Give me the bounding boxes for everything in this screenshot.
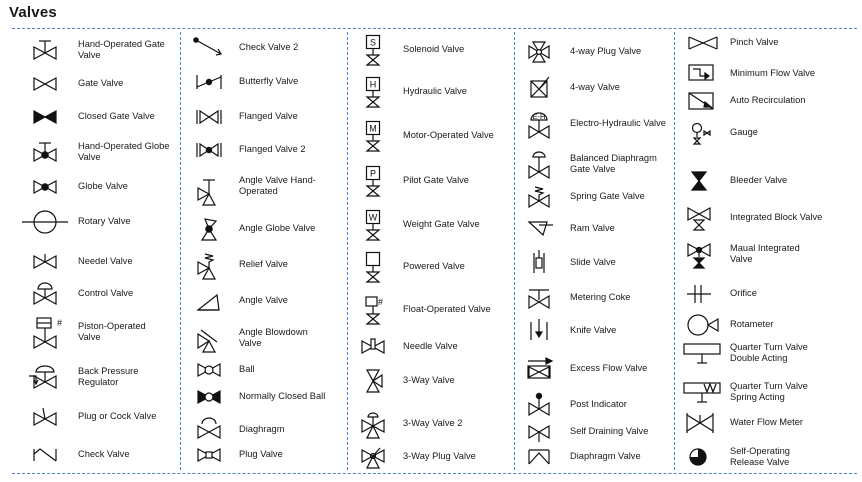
valve-label: Bleeder Valve [730, 175, 788, 185]
three-way-plug-valve-icon [354, 440, 400, 474]
needle-valve-icon [354, 330, 400, 364]
diaphragm-valve-2-icon [520, 440, 566, 474]
quarter-turn-valve-double-acting-icon [680, 336, 726, 370]
metering-coke-icon [520, 281, 566, 315]
knife-valve-icon [520, 314, 566, 348]
check-valve-icon [22, 438, 68, 472]
hand-operated-gate-valve-icon [22, 33, 68, 67]
valve-item [186, 100, 341, 134]
valve-label: Metering Coke [570, 292, 631, 302]
valve-item [186, 284, 341, 318]
valve-label: Float-Operated Valve [403, 304, 491, 314]
valve-label: Electro-Hydraulic Valve [570, 118, 666, 128]
valve-item [520, 246, 675, 280]
valve-item [354, 164, 509, 198]
four-way-valve-icon [520, 71, 566, 105]
valve-label: Rotameter [730, 319, 774, 329]
valve-item [354, 364, 509, 398]
valve-label: Balanced Diaphragm Gate Valve [570, 152, 657, 174]
valve-label: Needle Valve [403, 341, 458, 351]
flanged-valve-icon [186, 100, 232, 134]
powered-valve-icon [354, 250, 400, 284]
column-divider [180, 32, 181, 470]
angle-valve-hand-operated-icon [186, 169, 232, 203]
svg-text:E-H: E-H [532, 112, 546, 121]
valve-item [680, 116, 835, 150]
valve-item [186, 65, 341, 99]
plug-or-cock-valve-icon [22, 400, 68, 434]
integrated-block-valve-icon [680, 201, 726, 235]
valve-label: Slide Valve [570, 257, 616, 267]
slide-valve-icon [520, 246, 566, 280]
valve-label: Check Valve [78, 449, 130, 459]
valve-label: Diaphragm Valve [570, 451, 641, 461]
valve-label: Angle Blowdown Valve [239, 326, 308, 348]
valve-item [680, 26, 835, 60]
valve-item [22, 315, 177, 349]
valve-label: 4-way Plug Valve [570, 46, 642, 56]
balanced-diaphragm-gate-valve-icon [520, 147, 566, 181]
valve-label: Plug or Cock Valve [78, 411, 157, 421]
valve-item [22, 67, 177, 101]
valve-item [22, 135, 177, 169]
valve-label: Pilot Gate Valve [403, 175, 469, 185]
valve-label: Pinch Valve [730, 37, 779, 47]
valve-item [520, 352, 675, 386]
valve-item [186, 133, 341, 167]
valve-item [22, 170, 177, 204]
valve-label: Globe Valve [78, 181, 128, 191]
valve-column [22, 31, 172, 471]
valve-item [680, 237, 835, 271]
angle-globe-valve-icon [186, 212, 232, 246]
valve-label: Auto Recirculation [730, 95, 806, 105]
needel-valve-icon [22, 245, 68, 279]
valve-label: Relief Valve [239, 259, 288, 269]
valve-label: Plug Valve [239, 449, 283, 459]
valve-item [520, 212, 675, 246]
valve-item [22, 33, 177, 67]
valve-item [354, 293, 509, 327]
valve-item [520, 107, 675, 141]
quarter-turn-valve-spring-acting-icon [680, 375, 726, 409]
valve-item [680, 277, 835, 311]
valve-item [22, 277, 177, 311]
valve-label: Integrated Block Valve [730, 212, 823, 222]
valve-label: Quarter Turn Valve Spring Acting [730, 380, 808, 402]
four-way-plug-valve-icon [520, 35, 566, 69]
valve-label: Hand-Operated Globe Valve [78, 140, 170, 162]
angle-valve-icon [186, 284, 232, 318]
valve-label: Diaghragm [239, 424, 285, 434]
self-operating-release-valve-icon [680, 440, 726, 474]
solenoid-valve-icon [354, 33, 400, 67]
closed-gate-valve-icon [22, 100, 68, 134]
gate-valve-icon [22, 67, 68, 101]
float-operated-valve-icon [354, 293, 400, 327]
valve-label: Self Draining Valve [570, 426, 649, 436]
svg-text:M: M [369, 123, 377, 134]
valve-item [520, 35, 675, 69]
valve-item [22, 245, 177, 279]
valve-item [354, 208, 509, 242]
gauge-icon [680, 116, 726, 150]
valve-label: Excess Flow Valve [570, 363, 648, 373]
valve-label: Post Indicator [570, 399, 627, 409]
valve-label: Gate Valve [78, 78, 124, 88]
control-valve-icon [22, 277, 68, 311]
svg-text:#: # [57, 318, 63, 328]
valve-item [22, 360, 177, 394]
valve-item [520, 281, 675, 315]
valve-item [520, 71, 675, 105]
page-title: Valves [9, 4, 57, 21]
back-pressure-regulator-icon [22, 360, 68, 394]
plug-valve-icon [186, 438, 232, 472]
valve-item [680, 406, 835, 440]
three-way-valve-icon [354, 364, 400, 398]
valve-item [520, 180, 675, 214]
valve-label: Normally Closed Ball [239, 391, 326, 401]
manual-integrated-valve-icon [680, 237, 726, 271]
valve-label: Needel Valve [78, 256, 133, 266]
valve-label: Solenoid Valve [403, 44, 465, 54]
valve-label: Quarter Turn Valve Double Acting [730, 341, 808, 363]
valve-item [354, 119, 509, 153]
svg-text:W: W [368, 212, 378, 223]
weight-gate-valve-icon [354, 208, 400, 242]
valve-item [186, 169, 341, 203]
spring-gate-valve-icon [520, 180, 566, 214]
valve-label: Maual Integrated Valve [730, 242, 800, 264]
valve-label: Powered Valve [403, 261, 465, 271]
valve-column [680, 31, 830, 471]
hand-operated-globe-valve-icon [22, 135, 68, 169]
valve-label: Weight Gate Valve [403, 219, 480, 229]
valve-item [354, 250, 509, 284]
valve-item [186, 321, 341, 355]
valve-label: Piston-Operated Valve [78, 320, 146, 342]
pinch-valve-icon [680, 26, 726, 60]
valve-item [354, 330, 509, 364]
valve-item [354, 75, 509, 109]
excess-flow-valve-icon [520, 352, 566, 386]
valve-label: Angle Valve Hand-Operated [239, 174, 316, 196]
butterfly-valve-icon [186, 65, 232, 99]
valve-label: 3-Way Plug Valve [403, 451, 476, 461]
rotary-valve-icon [22, 205, 68, 239]
valve-label: Angle Globe Valve [239, 223, 316, 233]
valve-item [680, 201, 835, 235]
valve-item [186, 438, 341, 472]
valve-label: Flanged Valve 2 [239, 144, 306, 154]
valve-item [680, 164, 835, 198]
valve-item [22, 205, 177, 239]
valve-label: Self-Operating Release Valve [730, 445, 790, 467]
valve-column [520, 31, 670, 471]
globe-valve-icon [22, 170, 68, 204]
valve-column [186, 31, 336, 471]
valve-item [680, 440, 835, 474]
valve-label: Minimum Flow Valve [730, 68, 816, 78]
valve-label: Closed Gate Valve [78, 111, 155, 121]
valve-item [520, 147, 675, 181]
valve-label: Orifice [730, 288, 757, 298]
pilot-gate-valve-icon [354, 164, 400, 198]
valve-item [22, 400, 177, 434]
normally-closed-ball-valve-icon [186, 380, 232, 414]
svg-text:S: S [369, 37, 377, 48]
hydraulic-valve-icon [354, 75, 400, 109]
valve-label: Hydraulic Valve [403, 86, 467, 96]
valve-label: Ball [239, 364, 255, 374]
valve-label: Gauge [730, 127, 758, 137]
valve-label: Check Valve 2 [239, 42, 299, 52]
relief-valve-icon [186, 248, 232, 282]
check-valve-2-icon [186, 31, 232, 65]
valve-item [186, 380, 341, 414]
svg-text:P: P [369, 168, 377, 179]
valve-label: 3-Way Valve 2 [403, 418, 463, 428]
column-divider [347, 32, 348, 470]
valve-label: Ram Valve [570, 223, 615, 233]
ram-valve-icon [520, 212, 566, 246]
motor-operated-valve-icon [354, 119, 400, 153]
valve-label: 3-Way Valve [403, 375, 455, 385]
bleeder-valve-icon [680, 164, 726, 198]
valve-label: Back Pressure Regulator [78, 365, 139, 387]
orifice-icon [680, 277, 726, 311]
valve-item [520, 440, 675, 474]
valve-item [22, 438, 177, 472]
valve-item [22, 100, 177, 134]
valve-item [354, 33, 509, 67]
valve-item [680, 336, 835, 370]
valve-item [680, 375, 835, 409]
valve-label: Spring Gate Valve [570, 191, 645, 201]
valve-label: Knife Valve [570, 325, 617, 335]
svg-text:#: # [378, 297, 384, 307]
valve-item [680, 84, 835, 118]
valve-label: Water Flow Meter [730, 417, 804, 427]
three-way-valve-2-icon [354, 407, 400, 441]
valve-item [520, 314, 675, 348]
water-flow-meter-icon [680, 406, 726, 440]
valve-label: Butterfly Valve [239, 76, 299, 86]
valve-label: Hand-Operated Gate Valve [78, 38, 165, 60]
valve-label: Motor-Operated Valve [403, 130, 494, 140]
svg-text:H: H [369, 79, 377, 90]
valve-column [354, 31, 504, 471]
valve-label: Angle Valve [239, 295, 288, 305]
electro-hydraulic-valve-icon [520, 107, 566, 141]
valve-item [186, 248, 341, 282]
auto-recirculation-icon [680, 84, 726, 118]
valve-item [354, 407, 509, 441]
piston-operated-valve-icon [22, 315, 68, 349]
valve-item [354, 440, 509, 474]
valve-item [186, 31, 341, 65]
valve-label: Rotary Valve [78, 216, 131, 226]
flanged-valve-2-icon [186, 133, 232, 167]
angle-blowdown-valve-icon [186, 321, 232, 355]
valve-label: Flanged Valve [239, 111, 298, 121]
valve-item [186, 212, 341, 246]
valve-label: 4-way Valve [570, 82, 620, 92]
valve-label: Control Valve [78, 288, 134, 298]
column-divider [514, 32, 515, 470]
